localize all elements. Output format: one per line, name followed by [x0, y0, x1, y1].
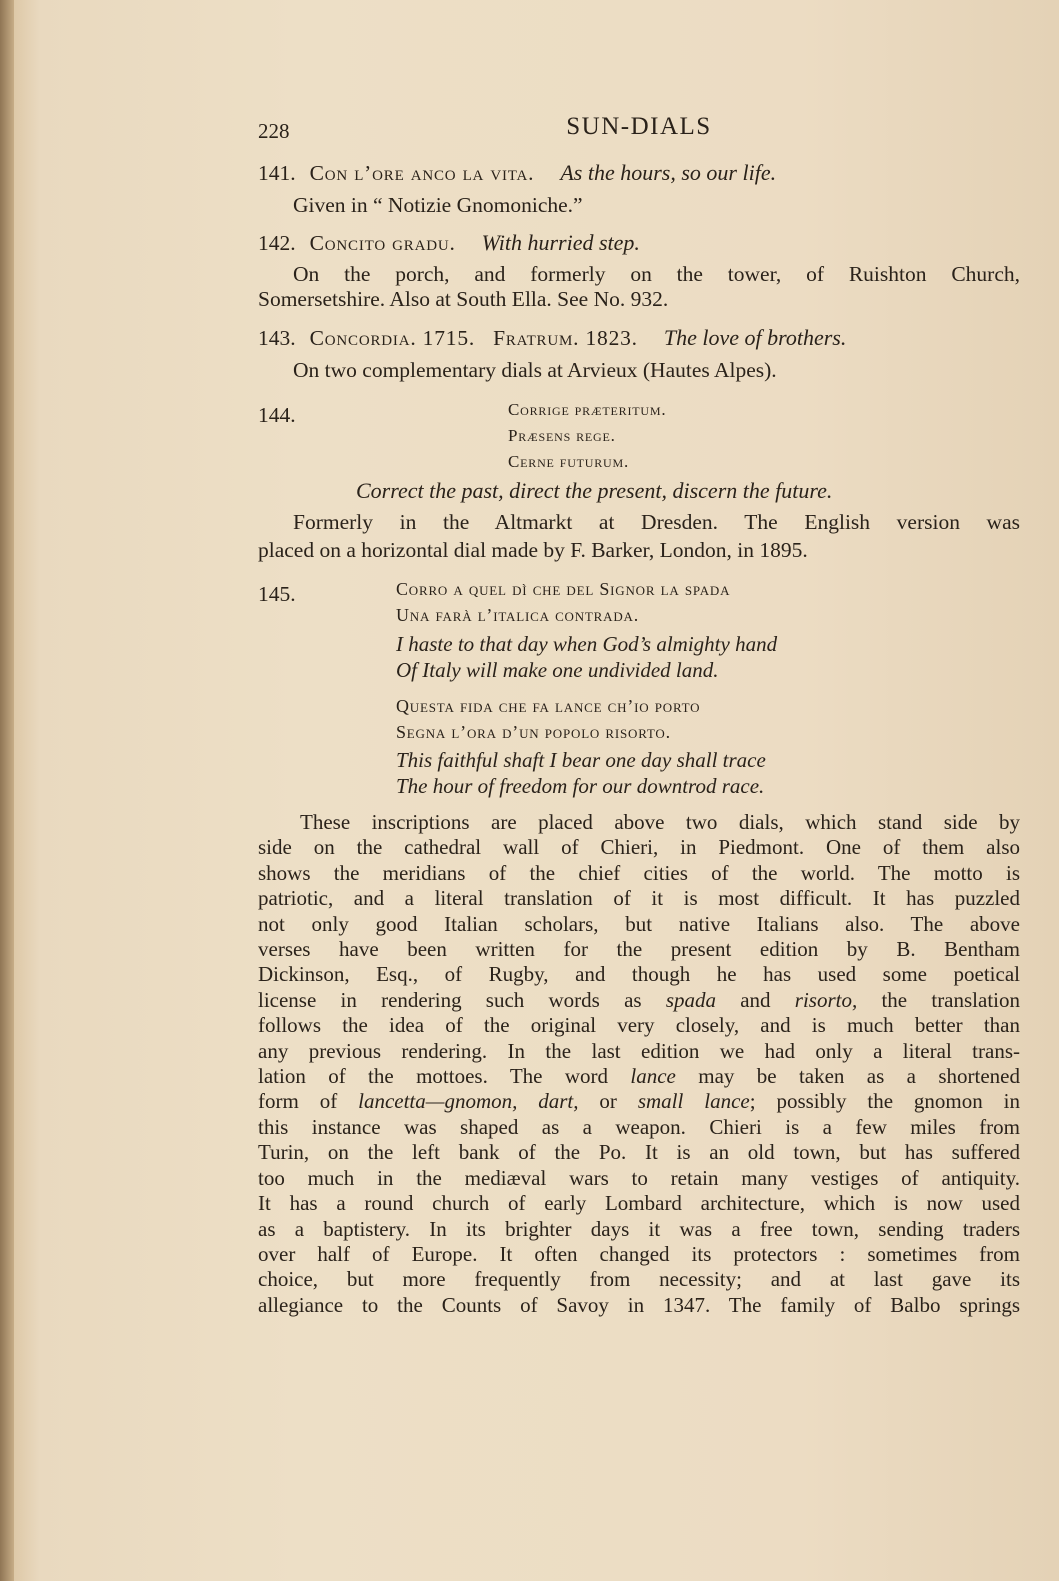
entry-143-heading: [258, 325, 1020, 351]
paragraph-line: over half of Europe. It often changed its protectors : sometimes from: [258, 1241, 1020, 1266]
paragraph-line: verses have been written for the present edition by B. Bentham: [258, 937, 1020, 962]
entry-145-translation-line: I haste to that day when God’s almighty hand: [396, 632, 778, 656]
italic-word: small lance: [637, 1089, 750, 1114]
entry-motto: Concito gradu.: [309, 231, 456, 255]
entry-number: 141.: [258, 161, 296, 185]
entry-145-verse-line: Corro a quel dì che del Signor la spada: [396, 579, 731, 599]
paragraph-line: allegiance to the Counts of Savoy in 1347. The family of Balbo springs: [258, 1292, 1020, 1317]
entry-number: 142.: [258, 231, 296, 255]
entry-translation: The love of brothers.: [663, 325, 847, 350]
italic-word: lancetta—gnomon, dart,: [358, 1089, 579, 1114]
paragraph-line: choice, but more frequently from necessity; and at last gave its: [258, 1267, 1020, 1292]
entry-144-number: 144.: [258, 403, 296, 427]
entry-motto: Concordia. 1715.: [309, 326, 476, 350]
entry-141-note: Given in “ Notizie Gnomoniche.”: [293, 193, 583, 217]
paragraph-line: Dickinson, Esq., of Rugby, and though he has used some poetical: [258, 962, 1020, 987]
entry-motto: Con l’ore anco la vita.: [309, 161, 535, 185]
paragraph-line: as a baptistery. In its brighter days it was a free town, sending traders: [258, 1216, 1020, 1241]
entry-145-translation-line: Of Italy will make one undivided land.: [396, 658, 719, 682]
italic-word: spada: [665, 987, 716, 1012]
paragraph-line: Turin, on the left bank of the Po. It is an old town, but has suffered: [258, 1140, 1020, 1165]
entry-142-heading: [258, 230, 1020, 256]
entry-145-number: 145.: [258, 582, 296, 606]
running-title: SUN-DIALS: [566, 113, 712, 140]
entry-translation: With hurried step.: [481, 230, 640, 255]
entry-translation: As the hours, so our life.: [560, 160, 777, 185]
entry-144-note-line: Formerly in the Altmarkt at Dresden. The English version was: [293, 510, 1020, 534]
body-paragraph: [258, 810, 1020, 1318]
text-run: or: [599, 1089, 617, 1114]
entry-144-translation: Correct the past, direct the present, discern the future.: [356, 478, 833, 503]
paragraph-line: patriotic, and a literal translation of it is most difficult. It has puzzled: [258, 886, 1020, 911]
text-run: ; possibly the gnomon in: [749, 1089, 1020, 1114]
entry-145-verse-line: Una farà l’italica contrada.: [396, 605, 639, 625]
entry-145-translation-line: The hour of freedom for our downtrod race.: [396, 774, 765, 798]
paragraph-line: not only good Italian scholars, but native Italians also. The above: [258, 911, 1020, 936]
entry-144-motto-line: Præsens rege.: [508, 426, 616, 445]
entry-141-heading: [258, 160, 1020, 186]
entry-143-note: On two complementary dials at Arvieux (Hautes Alpes).: [293, 358, 777, 382]
entry-145-verse-line: Questa fida che fa lance ch’io porto: [396, 696, 701, 716]
entry-144-note-line: placed on a horizontal dial made by F. Barker, London, in 1895.: [258, 538, 808, 562]
entry-144-motto-line: Corrige præteritum.: [508, 400, 667, 419]
text-run: and: [740, 987, 771, 1012]
paragraph-line: too much in the mediæval wars to retain many vestiges of antiquity.: [258, 1165, 1020, 1190]
text-run: may be taken as a shortened: [698, 1064, 1020, 1089]
text-run: license in rendering such words as: [258, 987, 642, 1012]
entry-142-note-line: On the porch, and formerly on the tower, of Ruishton Church,: [293, 262, 1020, 286]
paragraph-line: [258, 1064, 1020, 1089]
paragraph-line: follows the idea of the original very closely, and is much better than: [258, 1013, 1020, 1038]
entry-145-translation-line: This faithful shaft I bear one day shall trace: [396, 748, 766, 772]
paragraph-line: this instance was shaped as a weapon. Chieri is a few miles from: [258, 1114, 1020, 1139]
text-run: lation of the mottoes. The word: [258, 1064, 608, 1089]
paragraph-line: shows the meridians of the chief cities of the world. The motto is: [258, 860, 1020, 885]
paragraph-line: side on the cathedral wall of Chieri, in Piedmont. One of them also: [258, 835, 1020, 860]
italic-word: lance: [630, 1064, 676, 1089]
paragraph-line: [258, 988, 1020, 1013]
page-number: 228: [258, 119, 290, 143]
entry-motto: Fratrum. 1823.: [493, 326, 638, 350]
italic-word: risorto,: [794, 987, 858, 1012]
entry-number: 143.: [258, 326, 296, 350]
entry-142-note-line: Somersetshire. Also at South Ella. See No. 932.: [258, 287, 669, 311]
paragraph-line: [258, 1089, 1020, 1114]
paragraph-line: These inscriptions are placed above two dials, which stand side by: [300, 810, 1020, 834]
page-header: [258, 113, 1020, 147]
text-run: form of: [258, 1089, 338, 1114]
entry-144-motto-line: Cerne futurum.: [508, 452, 630, 471]
paragraph-line: It has a round church of early Lombard architecture, which is now used: [258, 1191, 1020, 1216]
entry-145-verse-line: Segna l’ora d’un popolo risorto.: [396, 722, 671, 742]
text-run: the translation: [881, 987, 1021, 1012]
paragraph-line: any previous rendering. In the last edition we had only a literal trans-: [258, 1038, 1020, 1063]
